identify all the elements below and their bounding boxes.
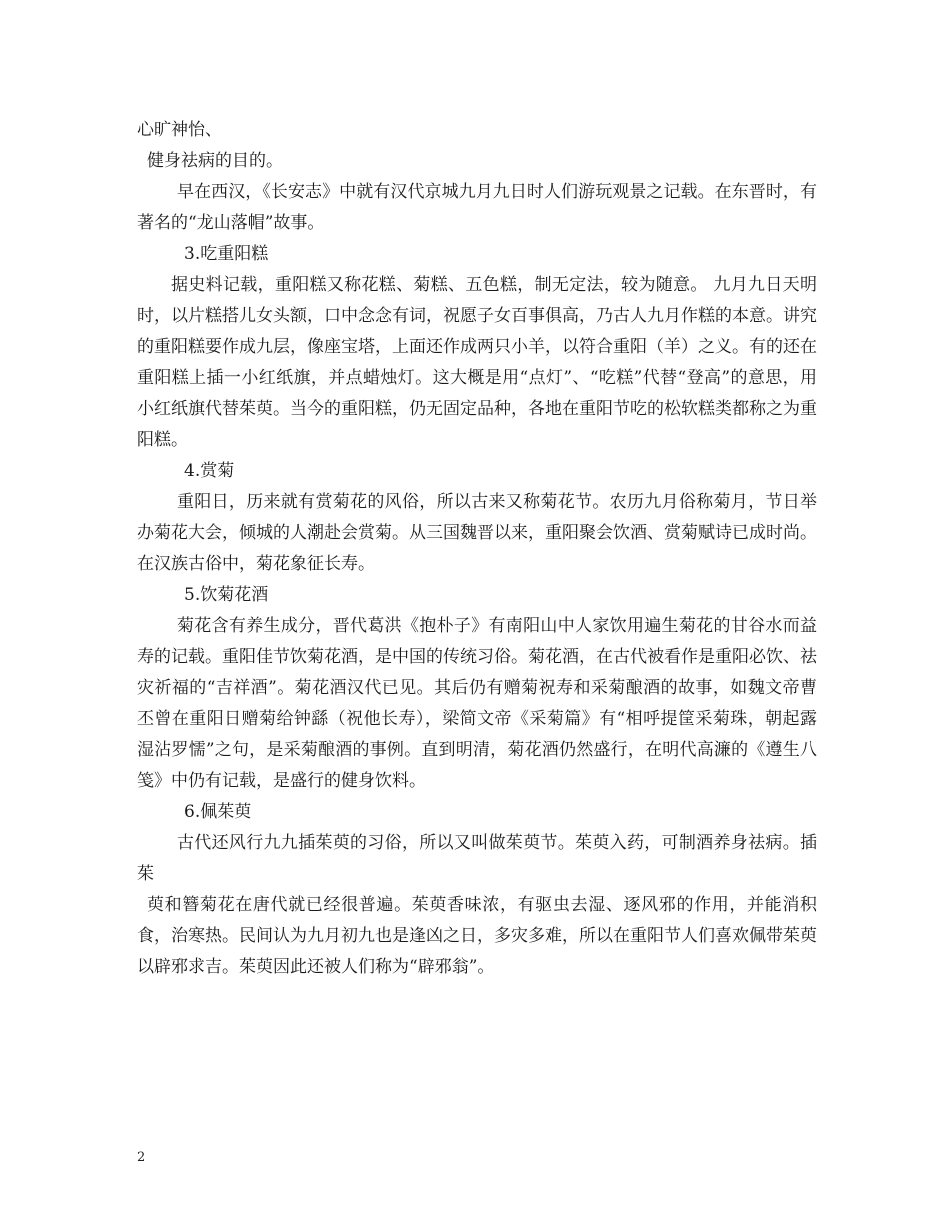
section-heading-chongyang-cake: 3.吃重阳糕	[184, 244, 269, 264]
page-number: 2	[137, 1150, 146, 1165]
paragraph-dogwood-2: 萸和簪菊花在唐代就已经很普遍。茱萸香味浓，有驱虫去湿、逐风邪的作用，并能消积食，治寒热。民间认为九月初九也是逢凶之日，多灾多难，所以在重阳节人们喜欢佩带茱萸以辟邪求吉。茱萸因此还被人们称为“辟邪翁”。	[137, 895, 817, 977]
paragraph-western-han: 早在西汉，《长安志》中就有汉代京城九月九日时人们游玩观景之记载。在东晋时，有著名的“龙山落帽”故事。	[137, 182, 817, 233]
section-heading-chrysanthemum-wine: 5.饮菊花酒	[184, 585, 269, 605]
paragraph-chrysanthemum-viewing: 重阳日，历来就有赏菊花的风俗，所以古来又称菊花节。农历九月俗称菊月，节日举办菊花大会，倾城的人潮赴会赏菊。从三国魏晋以来，重阳聚会饮酒、赏菊赋诗已成时尚。在汉族古俗中，菊花象征长寿。	[137, 492, 817, 574]
document-body	[137, 115, 817, 983]
section-heading-dogwood: 6.佩茱萸	[184, 802, 252, 822]
section-heading-chrysanthemum-viewing: 4.赏菊	[184, 461, 235, 481]
paragraph-health: 健身祛病的目的。	[147, 151, 283, 171]
paragraph-chrysanthemum-wine: 菊花含有养生成分，晋代葛洪《抱朴子》有南阳山中人家饮用遍生菊花的甘谷水而益寿的记载。重阳佳节饮菊花酒，是中国的传统习俗。菊花酒，在古代被看作是重阳必饮、祛灾祈福的“吉祥酒”。菊花酒汉代已见。其后仍有赠菊祝寿和采菊酿酒的故事，如魏文帝曹丕曾在重阳日赠菊给钟繇（祝他长寿），梁简文帝《采菊篇》有“相呼提筐采菊珠，朝起露湿沾罗懦”之句，是采菊酿酒的事例。直到明清，菊花酒仍然盛行，在明代高濂的《遵生八笺》中仍有记载，是盛行的健身饮料。	[137, 616, 817, 791]
paragraph-continuation: 心旷神怡、	[137, 120, 222, 140]
paragraph-chongyang-cake: 据史料记载，重阳糕又称花糕、菊糕、五色糕，制无定法，较为随意。 九月九日天明时，以片糕搭儿女头额，口中念念有词，祝愿子女百事俱高，乃古人九月作糕的本意。讲究的重阳糕要作成九层，像座宝塔，上面还作成两只小羊，以符合重阳（羊）之义。有的还在重阳糕上插一小红纸旗，并点蜡烛灯。这大概是用“点灯”、“吃糕”代替“登高”的意思，用小红纸旗代替茱萸。当今的重阳糕，仍无固定品种，各地在重阳节吃的松软糕类都称之为重阳糕。	[137, 275, 817, 450]
paragraph-dogwood-1: 古代还风行九九插茱萸的习俗，所以又叫做茱萸节。茱萸入药，可制酒养身祛病。插茱	[137, 833, 817, 884]
